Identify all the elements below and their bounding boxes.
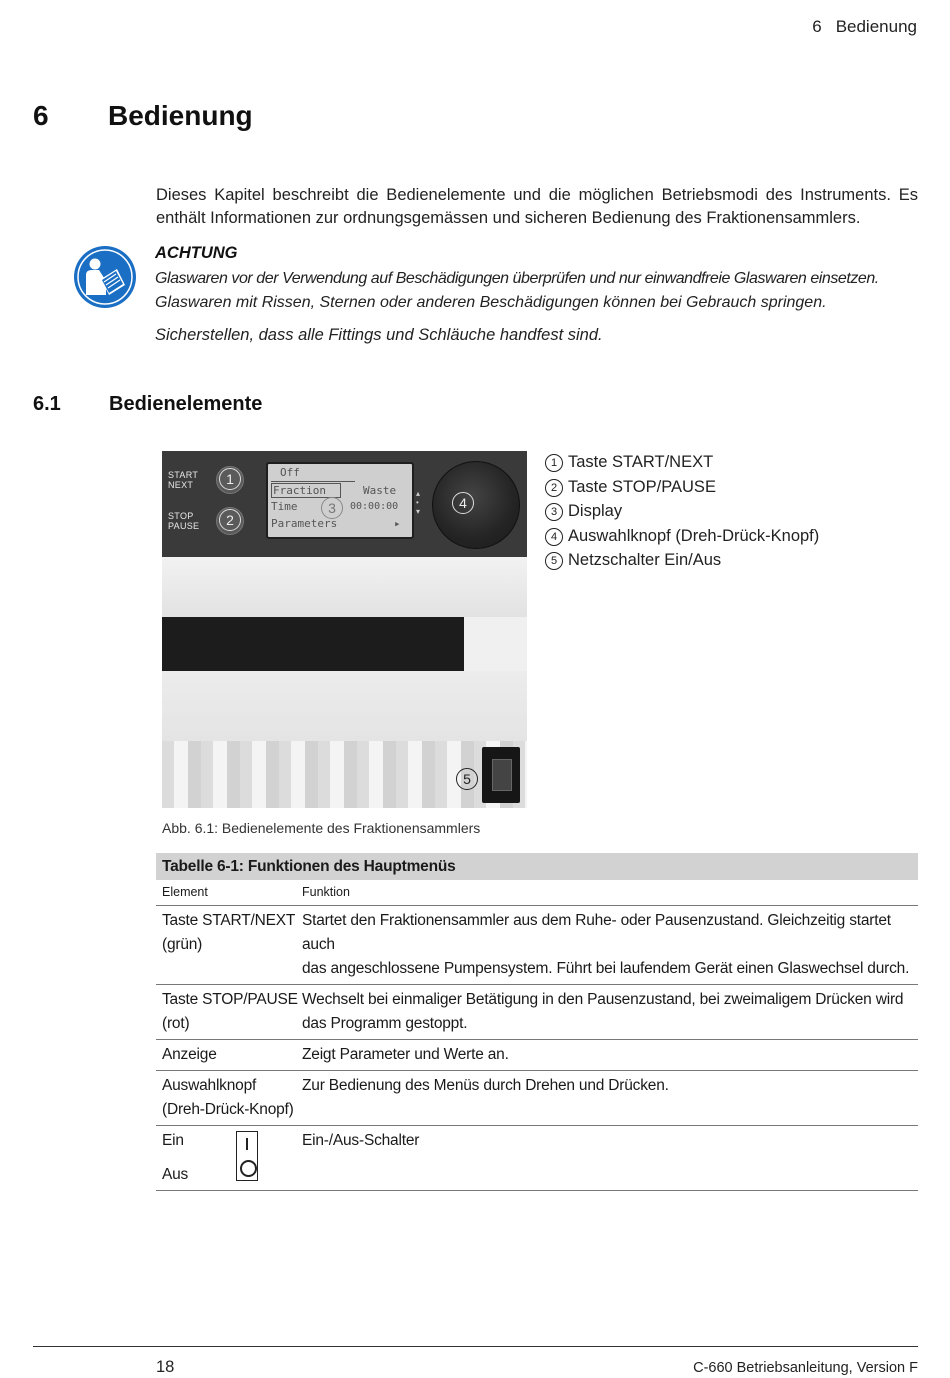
cell-element: [156, 906, 302, 984]
callout-4: 4: [452, 492, 474, 514]
figure-legend: [545, 450, 819, 573]
function-line: Zur Bedienung des Menüs durch Drehen und Drücken.: [302, 1077, 669, 1094]
lcd-separator: [271, 481, 355, 482]
column-header-function: Funktion: [302, 885, 350, 899]
warning-body: [155, 267, 925, 315]
lcd-fraction: Fraction: [271, 483, 341, 498]
cell-function: [302, 1040, 918, 1070]
start-label: START: [168, 470, 199, 480]
function-line: Wechselt bei einmaliger Betätigung in den Pausenzustand, bei zweimaligem Drücken wird: [302, 991, 904, 1008]
running-header: [812, 17, 917, 37]
table-row: [156, 1071, 918, 1126]
function-line: das Programm gestoppt.: [302, 1015, 468, 1032]
warning-line-1: Glaswaren vor der Verwendung auf Beschädigungen überprüfen und nur einwandfreie Glaswaren einsetzen.: [155, 270, 879, 287]
function-line: Startet den Fraktionensammler aus dem Ruhe- oder Pausenzustand. Gleichzeitig startet auch: [302, 912, 891, 953]
callout-5: 5: [456, 768, 478, 790]
legend-text: Auswahlknopf (Dreh-Drück-Knopf): [568, 526, 820, 545]
warning-heading: ACHTUNG: [155, 244, 238, 262]
legend-item-5: [545, 548, 819, 573]
intro-paragraph: Dieses Kapitel beschreibt die Bedienelemente und die möglichen Betriebsmodi des Instruments. Es enthält Informationen zur ordnungsgemässen und sicheren Bedienung des Fraktionensammlers.: [156, 186, 918, 227]
table-header: [156, 880, 918, 906]
section-heading: [33, 393, 263, 416]
figure-caption: Abb. 6.1: Bedienelemente des Fraktionensammlers: [162, 820, 481, 836]
warning-line-2: Glaswaren mit Rissen, Sternen oder anderen Beschädigungen können bei Gebrauch springen.: [155, 294, 827, 311]
control-panel: [162, 451, 527, 557]
element-on-label: Ein: [162, 1132, 184, 1149]
legend-number: 5: [545, 552, 563, 570]
callout-3: 3: [321, 497, 343, 519]
cell-element: [156, 1071, 302, 1125]
device-photo: [162, 451, 527, 808]
scroll-arrows-icon: ▴ • ▾: [416, 489, 421, 516]
element-line: (Dreh-Drück-Knopf): [162, 1101, 294, 1118]
pause-label: PAUSE: [168, 521, 200, 531]
chapter-title: Bedienung: [108, 100, 253, 131]
element-off-label: Aus: [162, 1166, 189, 1183]
housing-lower: [162, 671, 527, 741]
table-row: [156, 985, 918, 1040]
tray-slot: [162, 617, 464, 671]
next-label: NEXT: [168, 480, 194, 490]
lcd-parameters: Parameters: [271, 517, 338, 530]
element-line: (grün): [162, 936, 203, 953]
element-line: Auswahlknopf: [162, 1077, 257, 1094]
element-line: Taste STOP/PAUSE: [162, 991, 298, 1008]
chapter-heading: [33, 100, 253, 132]
element-line: (rot): [162, 1015, 190, 1032]
legend-text: Taste STOP/PAUSE: [568, 477, 716, 496]
cell-function: [302, 1126, 918, 1190]
cell-function: [302, 906, 918, 984]
legend-item-2: [545, 475, 819, 500]
callout-1: 1: [219, 468, 241, 490]
document-title: C-660 Betriebsanleitung, Version F: [693, 1360, 918, 1376]
function-line: das angeschlossene Pumpensystem. Führt bei laufendem Gerät einen Glaswechsel durch.: [302, 960, 910, 977]
legend-number: 4: [545, 528, 563, 546]
section-number: 6.1: [33, 393, 61, 415]
legend-number: 1: [545, 454, 563, 472]
warning-extra: Sicherstellen, dass alle Fittings und Schläuche handfest sind.: [155, 326, 603, 344]
element-line: Anzeige: [162, 1046, 217, 1063]
table-title: Tabelle 6-1: Funktionen des Hauptmenüs: [156, 853, 918, 880]
cell-element: [156, 1040, 302, 1070]
table-row: [156, 1126, 918, 1191]
power-switch-photo: [482, 747, 520, 803]
read-manual-icon: [73, 245, 137, 309]
callout-2: 2: [219, 509, 241, 531]
stop-pause-label: [168, 511, 199, 531]
table-row: [156, 1040, 918, 1071]
legend-item-1: [545, 450, 819, 475]
start-next-label: [168, 470, 198, 490]
selection-knob-photo: [432, 461, 520, 549]
cell-element: [156, 1126, 302, 1190]
cell-function: [302, 985, 918, 1039]
page-number: 18: [156, 1358, 175, 1376]
element-line: Taste START/NEXT: [162, 912, 296, 929]
functions-table: [156, 853, 918, 1191]
table-row: [156, 906, 918, 985]
lcd-line-off: Off: [280, 466, 300, 479]
cell-function: [302, 1071, 918, 1125]
legend-text: Netzschalter Ein/Aus: [568, 551, 722, 569]
legend-item-3: [545, 499, 819, 524]
stop-label: STOP: [168, 511, 194, 521]
legend-number: 3: [545, 503, 563, 521]
chapter-number: 6: [33, 100, 49, 131]
legend-item-4: [545, 524, 819, 549]
housing-upper: [162, 557, 527, 617]
legend-number: 2: [545, 479, 563, 497]
lcd-time: Time: [271, 500, 298, 513]
running-header-number: 6: [812, 17, 822, 36]
lcd-time-value: 00:00:00: [350, 501, 399, 512]
cell-element: [156, 985, 302, 1039]
legend-text: Taste START/NEXT: [568, 453, 714, 471]
legend-text: Display: [568, 502, 623, 520]
function-line: Zeigt Parameter und Werte an.: [302, 1046, 509, 1063]
tray-slot-edge: [464, 617, 527, 671]
running-header-title: Bedienung: [835, 17, 917, 36]
column-header-element: Element: [162, 885, 208, 899]
footer-rule: [33, 1346, 918, 1347]
section-title: Bedienelemente: [109, 393, 263, 415]
on-off-switch-icon: [236, 1131, 258, 1181]
lcd-waste: Waste: [363, 484, 397, 497]
function-line: Ein-/Aus-Schalter: [302, 1132, 420, 1149]
lcd-arrow-icon: ▸: [394, 517, 401, 530]
